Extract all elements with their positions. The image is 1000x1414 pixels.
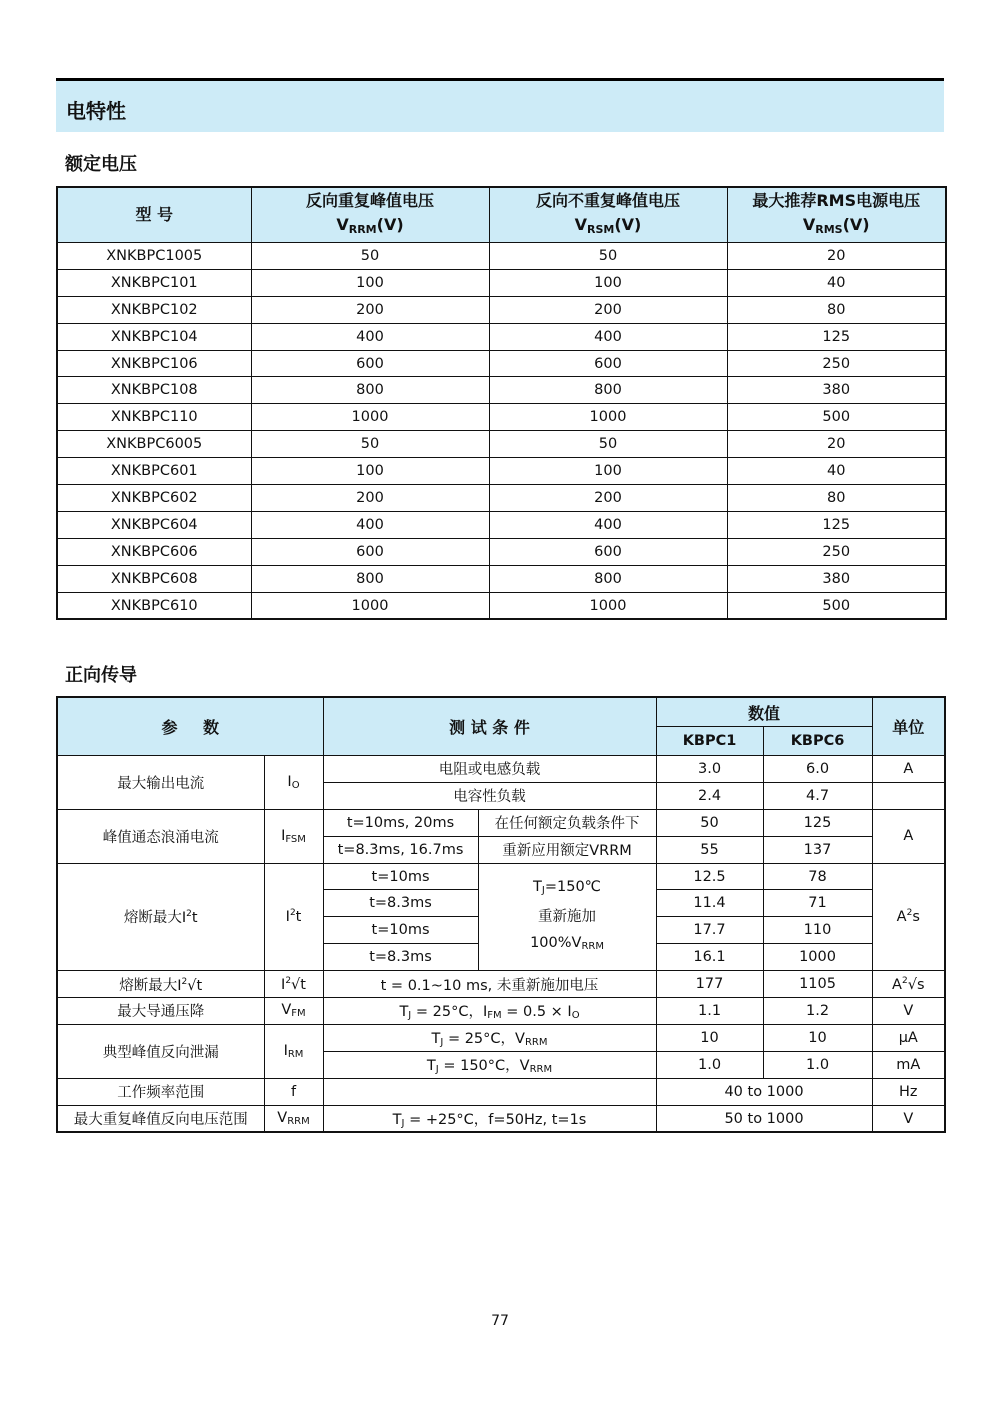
header-vrsm-label: 反向不重复峰值电压 [535,190,680,210]
condition-cell [323,1024,656,1051]
value-kbpc1: 1.0 [656,1051,763,1078]
header-condition: 测 试 条 件 [323,697,656,756]
symbol-text: I [281,827,286,844]
unit-text: A [892,976,902,993]
cond-sub: RRM [524,1037,548,1049]
symbol-text: V [281,1002,292,1019]
symbol-text: V [277,1110,288,1127]
model-cell: XNKBPC102 [57,296,251,323]
header-kbpc1: KBPC1 [656,727,763,756]
param-name: 最大输出电流 [57,756,264,810]
condition-cell [323,1105,656,1132]
forward-conduction-table [56,696,946,1133]
vrsm-cell: 800 [489,377,727,404]
table-header-row [57,187,946,243]
table-row [57,1105,945,1132]
time-cell: t=8.3ms [323,944,478,971]
vrrm-cell: 100 [251,269,489,296]
table-row [57,296,946,323]
unit-cell: A [872,809,945,863]
header-vrsm [489,187,727,243]
param-symbol: f [264,1078,323,1105]
vrms-cell: 125 [727,511,946,538]
vrsm-cell: 400 [489,511,727,538]
model-cell: XNKBPC110 [57,404,251,431]
unit-post: s [912,909,920,926]
cond-text: = 25°C，V [443,1031,525,1048]
name-text: 熔断最大I [119,977,182,994]
param-name [57,971,264,998]
name-post: √t [187,977,203,994]
symbol-sub: RM [287,1048,304,1060]
value-kbpc6: 10 [763,1024,872,1051]
table-row [57,565,946,592]
value-range: 40 to 1000 [656,1078,872,1105]
unit-cell: μA [872,1024,945,1051]
table-row [57,323,946,350]
model-cell: XNKBPC6005 [57,431,251,458]
vrrm-cell: 800 [251,565,489,592]
cond-text: =150℃ [544,878,601,895]
symbol-text: I [283,1042,288,1059]
vrsm-cell: 200 [489,296,727,323]
header-model: 型 号 [57,187,251,243]
condition-cell [478,863,656,971]
vrsm-cell: 50 [489,243,727,270]
cond-text: 重新施加 [538,908,597,925]
param-name [57,863,264,971]
symbol-post: √t [291,976,306,993]
header-vrms-label: 最大推荐RMS电源电压 [752,190,921,210]
vrsm-cell: 800 [489,565,727,592]
symbol-text: I [281,976,286,993]
cond-sub: J [440,1037,444,1049]
value-kbpc1: 3.0 [656,756,763,783]
param-name: 峰值通态浪涌电流 [57,809,264,863]
rated-voltage-subtitle: 额定电压 [65,154,137,175]
cond-text: = 0.5 × I [501,1004,572,1021]
cond-sub: J [401,1118,405,1130]
model-cell: XNKBPC101 [57,269,251,296]
vrrm-cell: 100 [251,458,489,485]
table-row [57,511,946,538]
table-row [57,458,946,485]
value-kbpc6: 137 [763,836,872,863]
table-row [57,998,945,1025]
unit-cell: mA [872,1051,945,1078]
param-symbol [264,1024,323,1078]
vrms-cell: 125 [727,323,946,350]
value-kbpc1: 177 [656,971,763,998]
cond-text: T [399,1004,409,1021]
table-row [57,592,946,619]
model-cell: XNKBPC606 [57,538,251,565]
condition-cell [323,1078,656,1105]
vrsm-cell: 100 [489,458,727,485]
cond-sub: J [541,884,545,896]
vrrm-cell: 1000 [251,404,489,431]
unit-cell: V [872,1105,945,1132]
cond-text: T [392,1112,402,1129]
table-row [57,485,946,512]
value-kbpc6: 1000 [763,944,872,971]
cond-sub: RRM [581,940,604,952]
vrrm-cell: 50 [251,431,489,458]
time-cell: t=10ms [323,863,478,890]
vrrm-cell: 600 [251,538,489,565]
header-value: 数值 [656,697,872,727]
vrms-cell: 250 [727,350,946,377]
header-vrrm-symbol: V [336,214,349,234]
table-row [57,1078,945,1105]
cond-text: 100%V [530,934,582,951]
symbol-sub: RRM [287,1116,310,1128]
param-symbol [264,756,323,810]
name-post: t [191,910,198,927]
time-cell: t=10ms [323,917,478,944]
unit-post: √s [907,976,925,993]
cond-text: = +25°C，f=50Hz, t=1s [404,1112,587,1129]
condition-cell: t = 0.1~10 ms, 未重新施加电压 [323,971,656,998]
vrrm-cell: 1000 [251,592,489,619]
table-row [57,863,945,890]
param-name: 最大重复峰值反向电压范围 [57,1105,264,1132]
vrrm-cell: 600 [251,350,489,377]
vrrm-cell: 800 [251,377,489,404]
value-range: 50 to 1000 [656,1105,872,1132]
param-symbol [264,998,323,1025]
value-kbpc6: 78 [763,863,872,890]
value-kbpc1: 2.4 [656,782,763,809]
vrms-cell: 80 [727,296,946,323]
param-symbol [264,1105,323,1132]
condition-cell: 重新应用额定VRRM [478,836,656,863]
section-title: 电特性 [66,99,126,123]
symbol-sub: FSM [285,833,306,845]
condition-cell [323,998,656,1025]
value-kbpc1: 17.7 [656,917,763,944]
symbol-sub: FM [291,1008,306,1020]
cond-sub: J [408,1010,412,1022]
vrms-cell: 40 [727,269,946,296]
header-vrms-symbol: V [802,214,816,234]
table-row [57,971,945,998]
value-kbpc6: 71 [763,890,872,917]
param-name: 工作频率范围 [57,1078,264,1105]
vrms-cell: 20 [727,243,946,270]
header-vrms [727,187,946,243]
unit-sup: 2 [901,975,908,986]
header-vrrm-unit: (V) [376,214,404,234]
cond-text: T [533,878,542,895]
cond-text: T [426,1058,436,1075]
table-row [57,756,945,783]
table-row [57,431,946,458]
vrsm-cell: 400 [489,323,727,350]
cond-sub: FM [487,1010,502,1022]
unit-text: A [896,909,907,926]
vrsm-cell: 1000 [489,592,727,619]
unit-cell [872,782,945,809]
unit-sup: 2 [906,908,913,919]
forward-subtitle: 正向传导 [65,665,137,686]
rated-voltage-table [56,186,947,620]
vrms-cell: 500 [727,404,946,431]
table-header-row [57,697,945,727]
cond-sub: J [435,1064,439,1076]
vrsm-cell: 200 [489,485,727,512]
model-cell: XNKBPC106 [57,350,251,377]
param-symbol [264,809,323,863]
value-kbpc6: 110 [763,917,872,944]
value-kbpc6: 6.0 [763,756,872,783]
model-cell: XNKBPC1005 [57,243,251,270]
vrsm-cell: 600 [489,350,727,377]
vrms-cell: 380 [727,377,946,404]
condition-cell: 电容性负载 [323,782,656,809]
table-row [57,809,945,836]
model-cell: XNKBPC608 [57,565,251,592]
symbol-sup: 2 [285,975,292,986]
header-param: 参 数 [57,697,323,756]
symbol-sub: O [291,779,300,791]
unit-cell: V [872,998,945,1025]
name-sup: 2 [186,909,192,920]
param-symbol [264,863,323,971]
vrrm-cell: 400 [251,323,489,350]
header-vrsm-unit: (V) [614,214,642,234]
vrsm-cell: 1000 [489,404,727,431]
unit-cell [872,971,945,998]
param-name: 典型峰值反向泄漏 [57,1024,264,1078]
unit-cell: A [872,756,945,783]
section-header [56,78,944,132]
cond-text: T [431,1031,441,1048]
time-cell: t=10ms, 20ms [323,809,478,836]
symbol-post: t [295,909,302,926]
vrrm-cell: 400 [251,511,489,538]
param-symbol [264,971,323,998]
model-cell: XNKBPC604 [57,511,251,538]
vrsm-cell: 50 [489,431,727,458]
vrsm-cell: 600 [489,538,727,565]
value-kbpc1: 55 [656,836,763,863]
condition-cell: 电阻或电感负载 [323,756,656,783]
value-kbpc1: 50 [656,809,763,836]
vrms-cell: 380 [727,565,946,592]
table-row [57,377,946,404]
cond-sub: O [571,1010,580,1022]
header-vrms-sub: RMS [815,222,843,236]
model-cell: XNKBPC108 [57,377,251,404]
cond-text: = 25°C，I [411,1004,488,1021]
header-vrms-unit: (V) [842,214,870,234]
model-cell: XNKBPC610 [57,592,251,619]
page-number: 77 [491,1313,509,1329]
header-kbpc6: KBPC6 [763,727,872,756]
cond-sub: RRM [529,1064,553,1076]
value-kbpc1: 11.4 [656,890,763,917]
value-kbpc6: 1.0 [763,1051,872,1078]
value-kbpc6: 4.7 [763,782,872,809]
header-vrsm-sub: RSM [587,222,615,236]
header-vrsm-symbol: V [574,214,588,234]
time-cell: t=8.3ms [323,890,478,917]
condition-cell: 在任何额定负载条件下 [478,809,656,836]
symbol-text: I [287,773,292,790]
table-row [57,350,946,377]
vrrm-cell: 200 [251,296,489,323]
value-kbpc1: 1.1 [656,998,763,1025]
table-row [57,243,946,270]
param-name: 最大导通压降 [57,998,264,1025]
name-text: 熔断最大I [123,910,187,927]
vrms-cell: 250 [727,538,946,565]
cond-text: = 150°C，V [438,1058,530,1075]
symbol-text: I [285,909,290,926]
unit-cell: Hz [872,1078,945,1105]
table-row [57,538,946,565]
value-kbpc6: 1.2 [763,998,872,1025]
vrms-cell: 20 [727,431,946,458]
unit-cell [872,863,945,971]
vrms-cell: 40 [727,458,946,485]
header-vrrm [251,187,489,243]
vrms-cell: 500 [727,592,946,619]
vrrm-cell: 50 [251,243,489,270]
value-kbpc6: 125 [763,809,872,836]
table-row [57,1024,945,1051]
vrms-cell: 80 [727,485,946,512]
name-sup: 2 [181,976,188,987]
table-row [57,404,946,431]
time-cell: t=8.3ms, 16.7ms [323,836,478,863]
model-cell: XNKBPC601 [57,458,251,485]
value-kbpc1: 10 [656,1024,763,1051]
vrrm-cell: 200 [251,485,489,512]
header-unit: 单位 [872,697,945,756]
condition-cell [323,1051,656,1078]
table-row [57,269,946,296]
model-cell: XNKBPC104 [57,323,251,350]
value-kbpc1: 12.5 [656,863,763,890]
header-vrrm-sub: RRM [348,222,377,236]
vrsm-cell: 100 [489,269,727,296]
model-cell: XNKBPC602 [57,485,251,512]
value-kbpc1: 16.1 [656,944,763,971]
header-vrrm-label: 反向重复峰值电压 [305,190,434,210]
value-kbpc6: 1105 [763,971,872,998]
symbol-sup: 2 [289,908,296,919]
